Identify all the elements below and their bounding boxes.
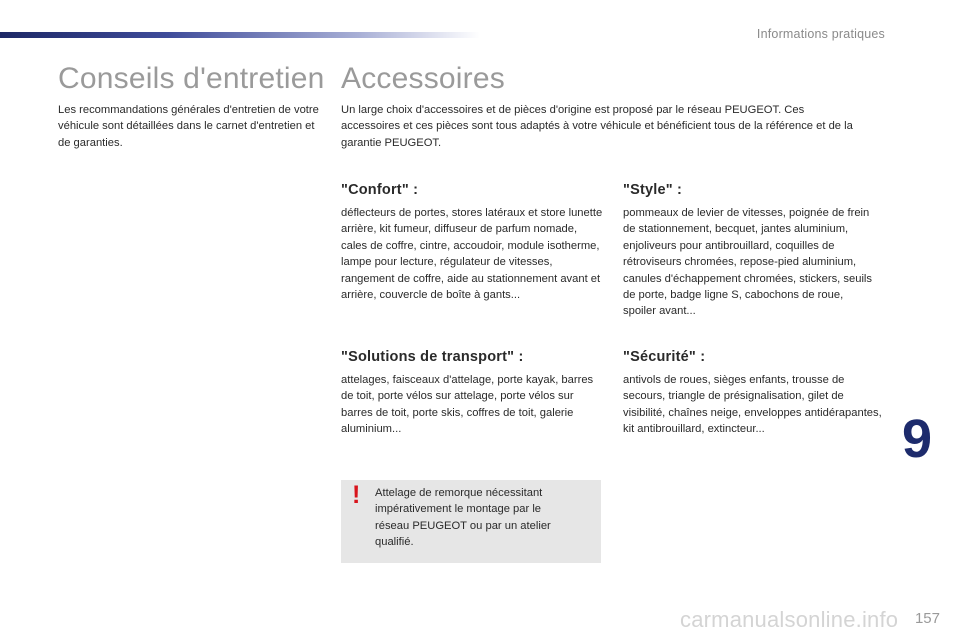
securite-heading: "Sécurité" : bbox=[623, 349, 706, 365]
transport-heading: "Solutions de transport" : bbox=[341, 349, 524, 365]
watermark: carmanualsonline.info bbox=[680, 607, 899, 632]
accessories-title: Accessoires bbox=[341, 62, 505, 95]
header-accent-bar bbox=[0, 32, 480, 38]
chapter-number: 9 bbox=[902, 409, 933, 469]
securite-text: antivols de roues, sièges enfants, trousse de secours, triangle de présignalisation, gilet de visibilité, chaînes neige, enveloppes antidérapantes, kit antibrouillard, extincteur... bbox=[623, 374, 882, 436]
section-title: Informations pratiques bbox=[756, 27, 885, 41]
confort-text: déflecteurs de portes, stores latéraux et store lunette arrière, kit fumeur, diffuseur de parfum nomade, cales de coffre, cintre, accoudoir, module isotherme, lampe pour lecture, régulateur de vitesses, rangement de coffre, aide au stationnement avant et arrière, couvercle de boîte à gants... bbox=[341, 207, 603, 302]
warning-text: Attelage de remorque nécessitant impérativement le montage par le réseau PEUGEOT ou par un atelier qualifié. bbox=[375, 487, 551, 549]
maintenance-text: Les recommandations générales d'entretien de votre véhicule sont détaillées dans le carnet d'entretien et de garanties. bbox=[58, 104, 319, 149]
page-number: 157 bbox=[914, 610, 940, 627]
transport-text: attelages, faisceaux d'attelage, porte kayak, barres de toit, porte vélos sur attelage, porte vélos sur barres de toit, porte skis, coffres de toit, galerie aluminium... bbox=[341, 374, 594, 436]
style-heading: "Style" : bbox=[623, 182, 683, 198]
maintenance-title: Conseils d'entretien bbox=[58, 62, 325, 95]
style-text: pommeaux de levier de vitesses, poignée de frein de stationnement, becquet, jantes aluminium, enjoliveurs pour antibrouillard, coquilles de rétroviseurs chromées, repose-pied aluminium, canules d'échappement chromées, stickers, seuils de porte, badge ligne S, cabochons de roue, spoiler avant... bbox=[623, 207, 873, 318]
accessories-intro: Un large choix d'accessoires et de pièces d'origine est proposé par le réseau PEUGEOT. Ces accessoires et ces pièces sont tous adaptés à votre véhicule et bénéficient tous de la référence et de la garantie PEUGEOT. bbox=[341, 104, 853, 149]
warning-box bbox=[341, 480, 601, 563]
confort-heading: "Confort" : bbox=[341, 182, 419, 198]
exclamation-icon: ! bbox=[352, 481, 361, 509]
